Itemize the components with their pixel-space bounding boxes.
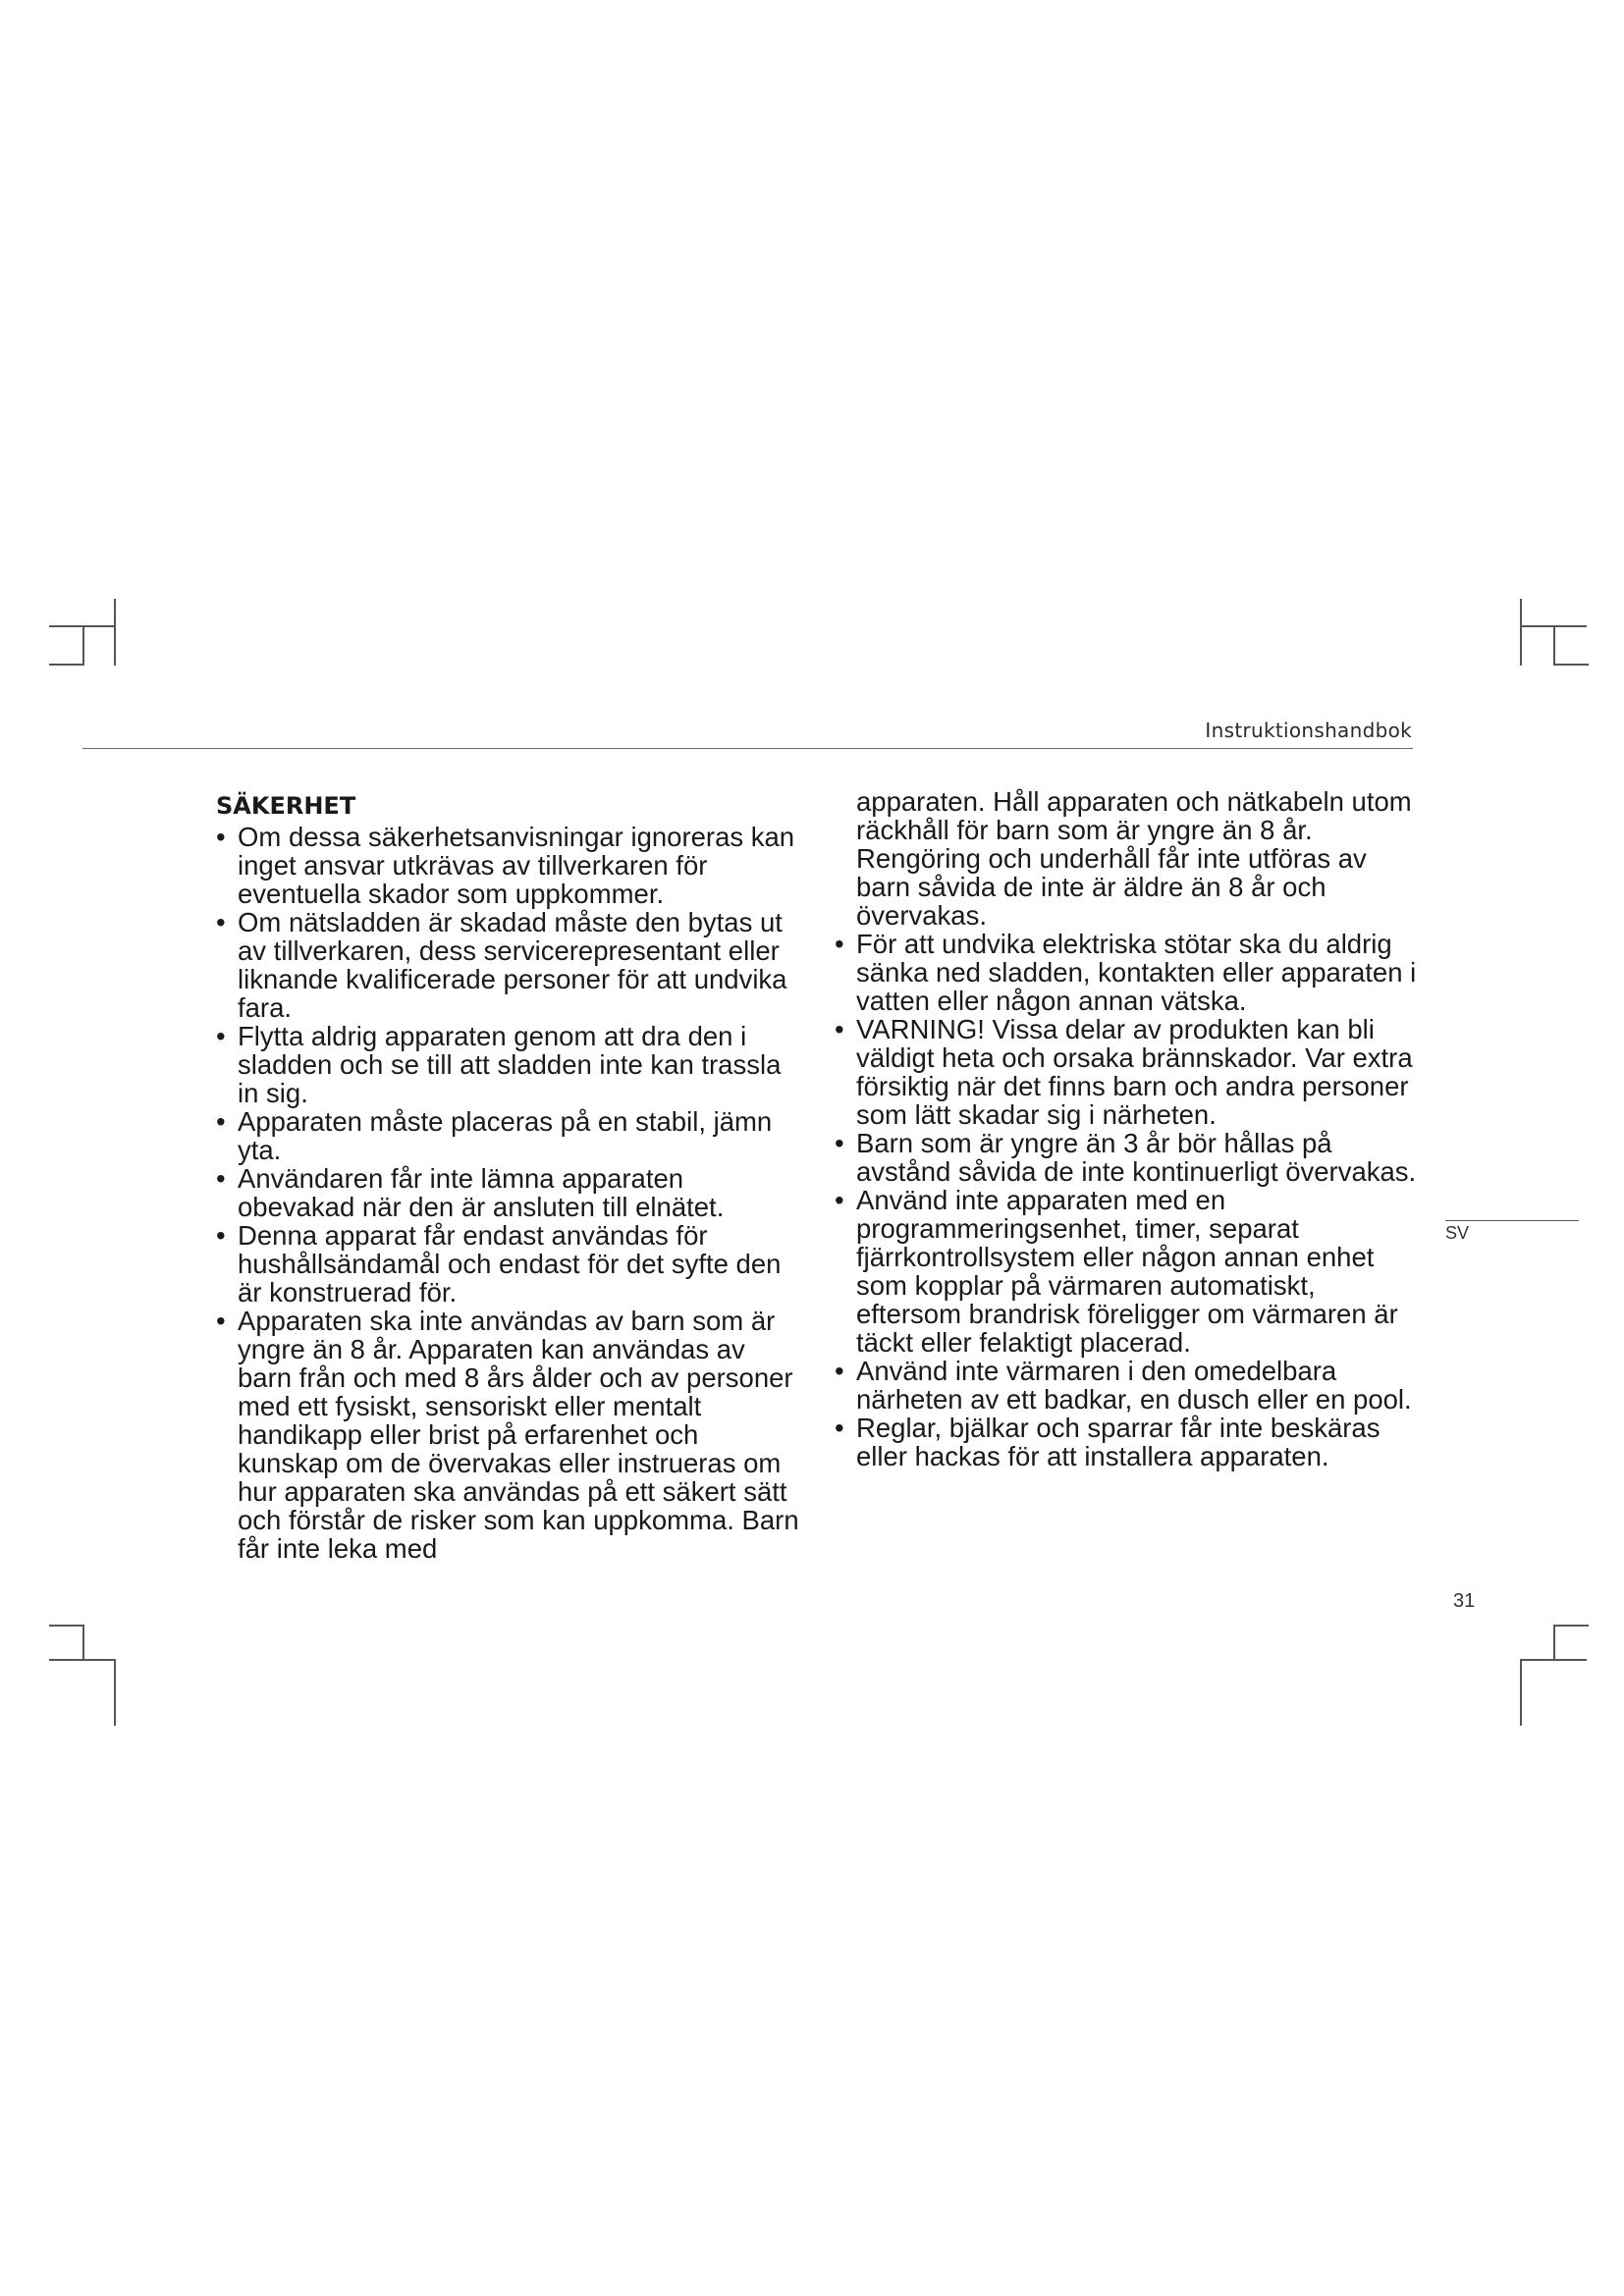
section-heading: SÄKERHET (216, 792, 356, 820)
crop-mark-bottom-left-v2 (114, 1659, 116, 1726)
list-item: • Apparaten ska inte användas av barn som är yngre än 8 år. Apparaten kan användas av barn från och med 8 års ålder och av personer med ett fysiskt, sensoriskt eller mentalt handikapp eller brist på erfarenhet och kunskap om de övervakas eller instrueras om hur apparaten ska användas på ett säkert sätt och förstår de risker som kan uppkomma. Barn får inte leka med (216, 1307, 805, 1563)
list-item: • Om dessa säkerhetsanvisningar ignoreras kan inget ansvar utkrävas av tillverkaren för eventuella skador som uppkommer. (216, 823, 805, 908)
header-title: Instruktionshandbok (1205, 719, 1412, 742)
list-item: • Apparaten måste placeras på en stabil, jämn yta. (216, 1107, 805, 1164)
language-tag-rule (1445, 1220, 1579, 1221)
crop-mark-top-left-v2 (82, 625, 84, 665)
crop-mark-bottom-right-v2 (1520, 1659, 1522, 1726)
left-bullet-list (216, 823, 805, 1563)
list-item: • Använd inte apparaten med en programmeringsenhet, timer, separat fjärrkontrollsystem eller någon annan enhet som kopplar på värmaren automatiskt, eftersom brandrisk föreligger om värmaren är täckt eller felaktigt placerad. (835, 1186, 1424, 1357)
crop-mark-bottom-right-v (1553, 1625, 1555, 1660)
right-bullet-list (835, 930, 1424, 1470)
page-number: 31 (1453, 1590, 1476, 1612)
list-item: • Barn som är yngre än 3 år bör hållas på avstånd såvida de inte kontinuerligt övervakas. (835, 1129, 1424, 1186)
crop-mark-bottom-left-h2 (49, 1625, 84, 1627)
list-item: • Denna apparat får endast användas för hushållsändamål och endast för det syfte den är konstruerad för. (216, 1221, 805, 1307)
crop-mark-bottom-left-v (82, 1625, 84, 1660)
continued-paragraph: apparaten. Håll apparaten och nätkabeln utom räckhåll för barn som är yngre än 8 år. Rengöring och underhåll får inte utföras av barn såvida de inte är äldre än 8 år och övervakas. (856, 786, 1412, 931)
crop-mark-top-left-h2 (49, 664, 84, 666)
language-tag: SV (1445, 1223, 1470, 1243)
header-rule (82, 748, 1413, 749)
list-item: • För att undvika elektriska stötar ska du aldrig sänka ned sladden, kontakten eller apparaten i vatten eller någon annan vätska. (835, 930, 1424, 1015)
list-item: • Flytta aldrig apparaten genom att dra den i sladden och se till att sladden inte kan trassla in sig. (216, 1022, 805, 1107)
crop-mark-top-left-v (114, 599, 116, 666)
list-item: • Om nätsladden är skadad måste den bytas ut av tillverkaren, dess servicerepresentant eller liknande kvalificerade personer för att undvika fara. (216, 908, 805, 1022)
crop-mark-top-right-v2 (1553, 625, 1555, 665)
left-column (216, 791, 805, 1563)
crop-mark-top-right-v (1520, 599, 1522, 666)
right-column (835, 787, 1424, 1470)
list-item: • Använd inte värmaren i den omedelbara närheten av ett badkar, en dusch eller en pool. (835, 1357, 1424, 1414)
list-item: • Användaren får inte lämna apparaten obevakad när den är ansluten till elnätet. (216, 1164, 805, 1221)
list-item: • VARNING! Vissa delar av produkten kan bli väldigt heta och orsaka brännskador. Var extra försiktig när det finns barn och andra personer som lätt skadar sig i närheten. (835, 1015, 1424, 1129)
list-item: • Reglar, bjälkar och sparrar får inte beskäras eller hackas för att installera apparaten. (835, 1414, 1424, 1470)
crop-mark-bottom-right-h2 (1553, 1625, 1589, 1627)
crop-mark-top-right-h2 (1553, 664, 1589, 666)
